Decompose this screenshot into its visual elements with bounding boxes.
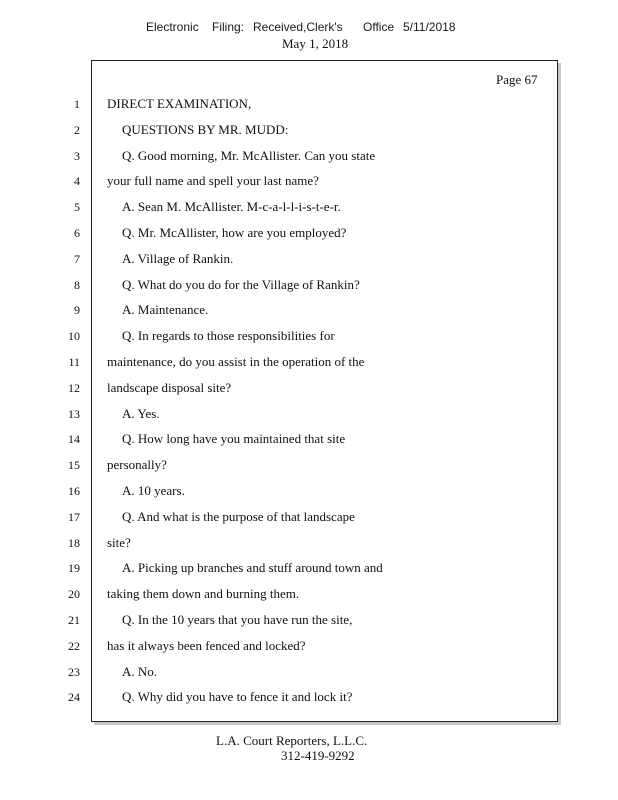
transcript-line: Q. How long have you maintained that site — [122, 431, 346, 446]
stamp-word-filing: Filing: — [212, 20, 245, 34]
line-number: 21 — [68, 613, 80, 627]
transcript-line: landscape disposal site? — [107, 380, 232, 395]
line-number: 11 — [68, 355, 80, 369]
line-number: 18 — [68, 536, 80, 550]
line-number: 15 — [68, 458, 80, 472]
line-number: 16 — [68, 484, 80, 498]
transcript-line: A. Village of Rankin. — [122, 251, 234, 266]
line-number: 5 — [74, 200, 80, 214]
transcript-line: A. Yes. — [122, 406, 160, 421]
line-number: 20 — [68, 587, 80, 601]
line-number: 8 — [74, 278, 80, 292]
transcript-line: A. Maintenance. — [122, 302, 209, 317]
transcript-line: Q. Good morning, Mr. McAllister. Can you state — [122, 148, 376, 163]
transcript-line: your full name and spell your last name? — [107, 173, 319, 188]
line-number: 14 — [68, 432, 80, 446]
line-number: 13 — [68, 407, 80, 421]
transcript-line: A. 10 years. — [122, 483, 185, 498]
transcript-line: Q. And what is the purpose of that landscape — [122, 509, 355, 524]
filing-stamp — [0, 20, 618, 36]
page-number: Page 67 — [496, 72, 538, 87]
transcript-line: Q. Why did you have to fence it and lock it? — [122, 689, 353, 704]
transcript-line: taking them down and burning them. — [107, 586, 300, 601]
stamp-word-received: Received,Clerk's — [253, 20, 343, 34]
line-number: 6 — [74, 226, 80, 240]
stamp-date: 5/11/2018 — [403, 20, 456, 34]
transcript-line: maintenance, do you assist in the operation of the — [107, 354, 365, 369]
line-number: 2 — [74, 123, 80, 137]
line-number: 1 — [74, 97, 80, 111]
line-number: 10 — [68, 329, 80, 343]
transcript-line: site? — [107, 535, 131, 550]
footer-phone: 312-419-9292 — [281, 748, 355, 763]
transcript-line: Q. In regards to those responsibilities for — [122, 328, 335, 343]
transcript-line: A. No. — [122, 664, 158, 679]
transcript-line: A. Picking up branches and stuff around town and — [122, 560, 383, 575]
line-number: 4 — [74, 174, 80, 188]
transcript-line: DIRECT EXAMINATION, — [107, 96, 252, 111]
line-number: 7 — [74, 252, 80, 266]
transcript-line: has it always been fenced and locked? — [107, 638, 306, 653]
line-number: 22 — [68, 639, 80, 653]
stamp-word-electronic: Electronic — [146, 20, 199, 34]
line-number: 9 — [74, 303, 80, 317]
transcript-date: May 1, 2018 — [282, 36, 349, 51]
transcript-line: QUESTIONS BY MR. MUDD: — [122, 122, 289, 137]
line-number: 24 — [68, 690, 80, 704]
line-number: 23 — [68, 665, 80, 679]
transcript-line: A. Sean M. McAllister. M-c-a-l-l-i-s-t-e-r. — [122, 199, 341, 214]
transcript-line: Q. What do you do for the Village of Rankin? — [122, 277, 360, 292]
line-number: 17 — [68, 510, 80, 524]
line-number: 12 — [68, 381, 80, 395]
transcript-line: Q. In the 10 years that you have run the site, — [122, 612, 353, 627]
stamp-word-office: Office — [363, 20, 395, 34]
footer-company: L.A. Court Reporters, L.L.C. — [216, 733, 368, 748]
line-number: 19 — [68, 561, 80, 575]
line-number: 3 — [74, 149, 80, 163]
transcript-line: personally? — [107, 457, 167, 472]
transcript-line: Q. Mr. McAllister, how are you employed? — [122, 225, 347, 240]
